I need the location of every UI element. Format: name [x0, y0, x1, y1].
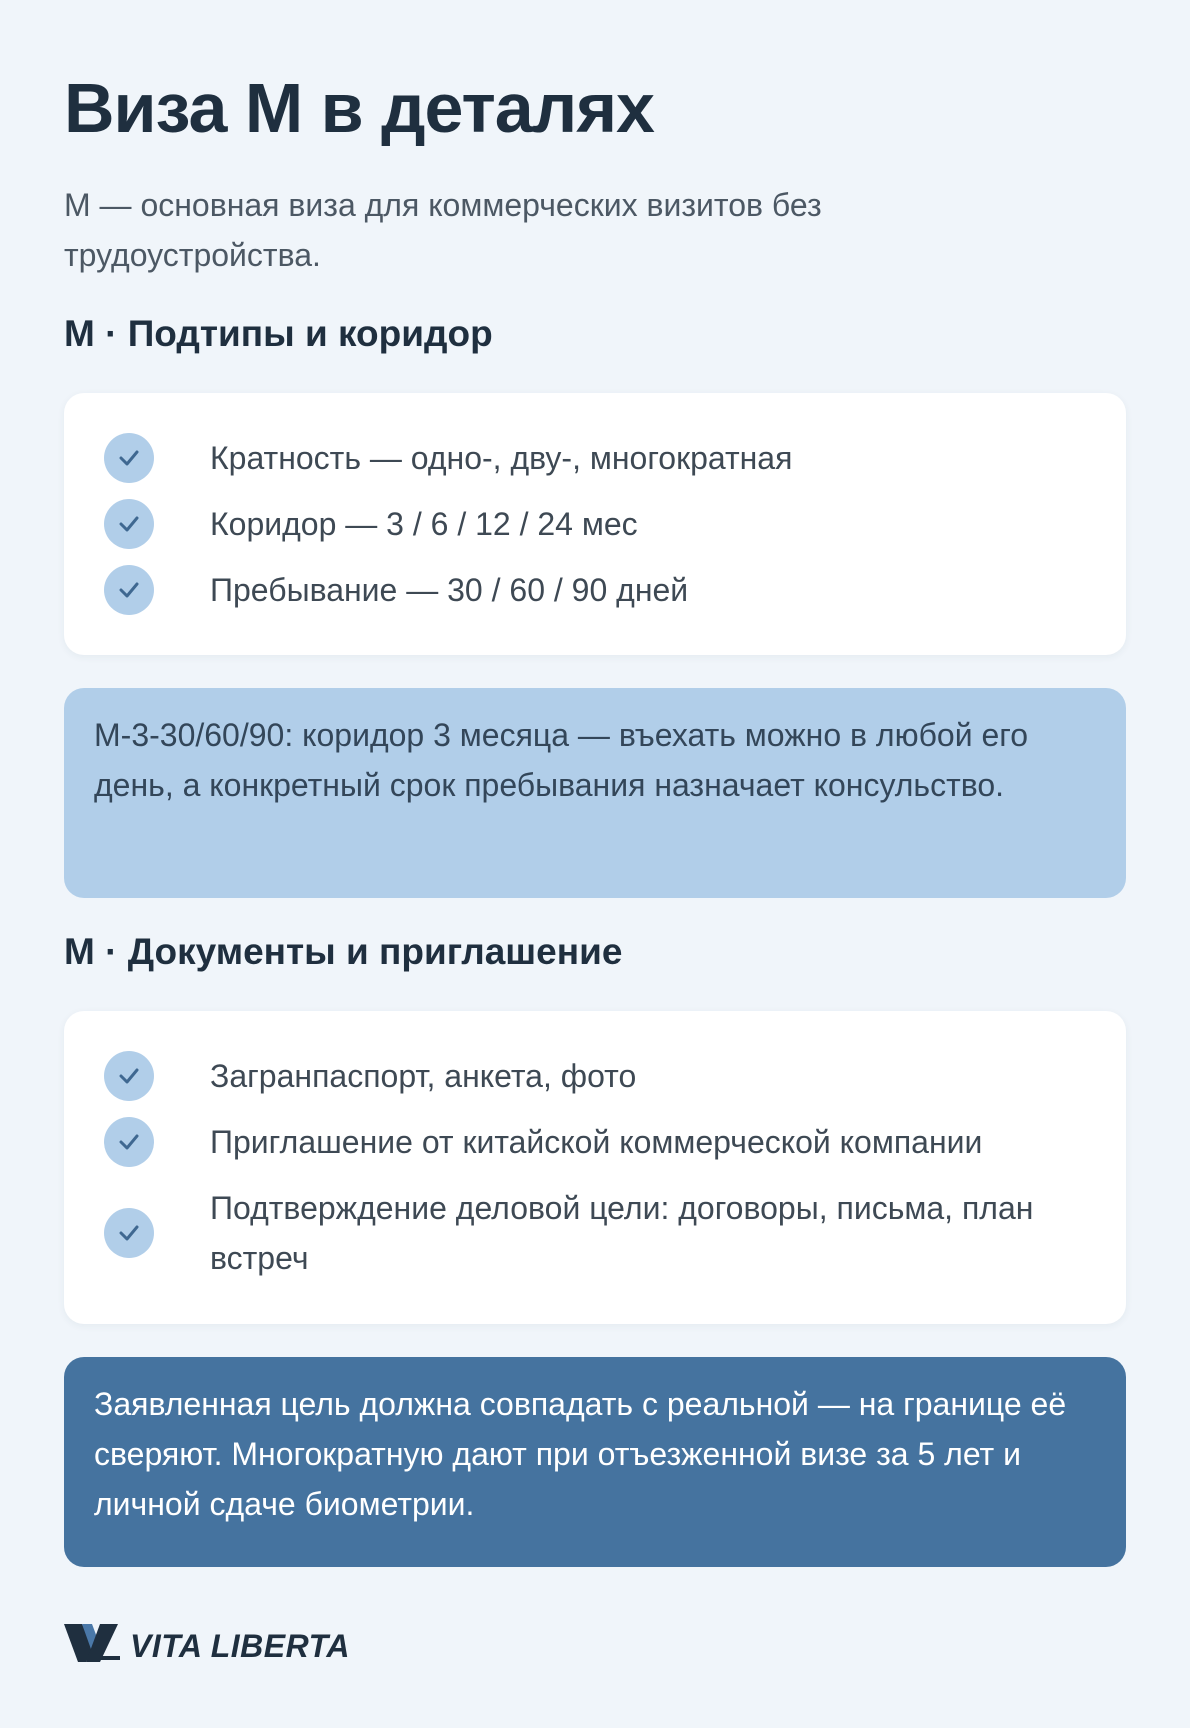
purpose-note — [64, 1357, 1126, 1567]
page-subtitle: M — основная виза для коммерческих визитов без трудоустройства. — [64, 187, 822, 273]
corridor-note-text: M-3-30/60/90: коридор 3 месяца — въехать можно в любой его день, а конкретный срок пребывания назначает консульство. — [94, 717, 1029, 803]
check-icon — [104, 499, 154, 549]
check-icon — [104, 1117, 154, 1167]
vita-liberta-logo-icon — [64, 1622, 120, 1666]
list-item-text: Подтверждение деловой цели: договоры, письма, план встреч — [210, 1190, 1034, 1276]
check-icon — [104, 1208, 154, 1258]
list-item — [104, 499, 1064, 549]
brand-logo — [64, 1622, 364, 1666]
list-item-text: Приглашение от китайской коммерческой компании — [210, 1124, 983, 1160]
list-item-text: Кратность — одно-, дву-, многократная — [210, 440, 793, 476]
corridor-note — [64, 688, 1126, 898]
list-item — [104, 565, 1064, 615]
check-icon — [104, 1051, 154, 1101]
list-item-text: Пребывание — 30 / 60 / 90 дней — [210, 572, 689, 608]
subtypes-card — [64, 393, 1126, 655]
documents-card — [64, 1011, 1126, 1324]
list-item-text: Коридор — 3 / 6 / 12 / 24 мес — [210, 506, 638, 542]
section-heading-subtypes: M · Подтипы и коридор — [64, 313, 493, 354]
list-item — [104, 1117, 1064, 1167]
list-item — [104, 1051, 1064, 1101]
section-heading-documents: M · Документы и приглашение — [64, 931, 623, 972]
page-title: Виза M в деталях — [64, 69, 654, 147]
check-icon — [104, 433, 154, 483]
brand-name: VITA LIBERTA — [130, 1628, 350, 1664]
list-item-text: Загранпаспорт, анкета, фото — [210, 1058, 637, 1094]
check-icon — [104, 565, 154, 615]
list-item — [104, 1183, 1064, 1283]
list-item — [104, 433, 1064, 483]
purpose-note-text: Заявленная цель должна совпадать с реальной — на границе её сверяют. Многократную дают при отъезженной визе за 5 лет и личной сдаче биометрии. — [94, 1386, 1067, 1522]
